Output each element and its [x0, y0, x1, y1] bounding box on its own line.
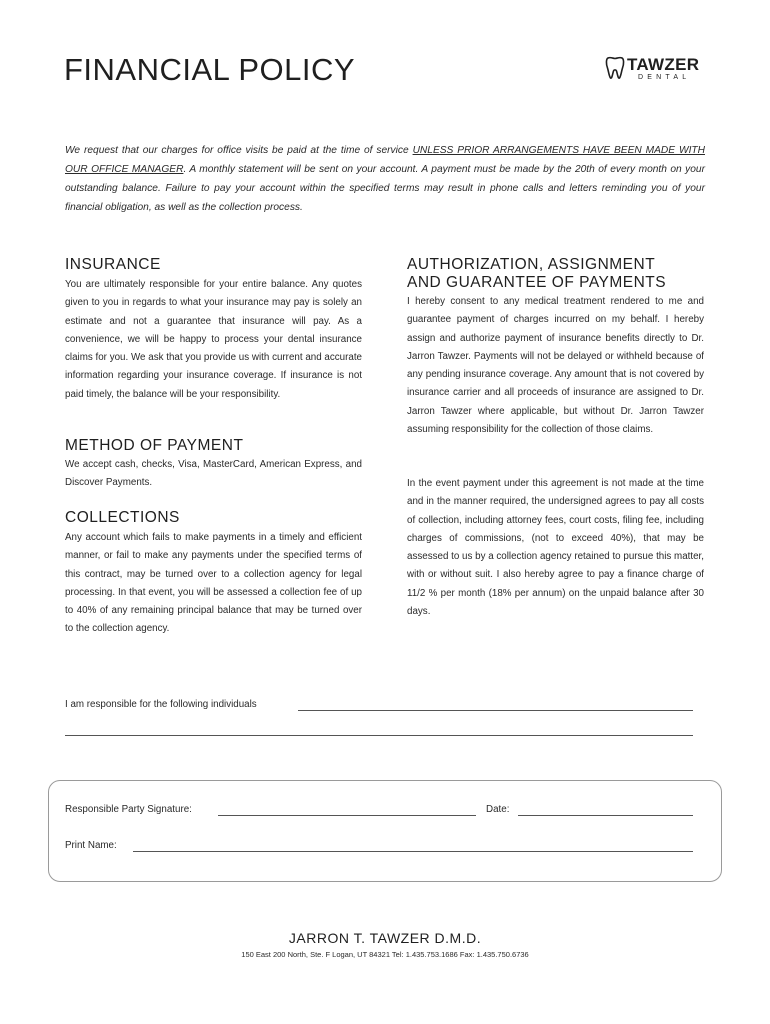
tooth-icon — [605, 56, 625, 80]
page-title: FINANCIAL POLICY — [64, 52, 356, 87]
print-name-label: Print Name: — [65, 840, 117, 851]
collections-heading: COLLECTIONS — [65, 509, 180, 526]
signature-input-line[interactable] — [218, 815, 476, 816]
footer-doctor-name: JARRON T. TAWZER D.M.D. — [288, 930, 482, 946]
responsible-input-line-2[interactable] — [65, 735, 693, 736]
intro-part1: We request that our charges for office visits be paid at the time of service — [65, 145, 413, 156]
intro-underlined: UNLESS PRIOR ARRANGEMENTS HAVE BEEN MADE WITH OUR OFFICE MANAGER — [65, 145, 705, 175]
payment-heading: METHOD OF PAYMENT — [65, 437, 244, 454]
signature-label: Responsible Party Signature: — [65, 804, 192, 815]
date-input-line[interactable] — [518, 815, 693, 816]
authorization-heading-line2: AND GUARANTEE OF PAYMENTS — [407, 274, 667, 291]
date-label: Date: — [486, 804, 510, 815]
insurance-body: You are ultimately responsible for your entire balance. Any quotes given to you in regards to what your insurance may pay is solely an estimate and not a guarantee that insurance will pay. As a convenience, we will be happy to process your dental insurance claims for you. We ask that you provide us with current and accurate information regarding your insurance coverage. If insurance is not paid timely, the balance will be your responsibility. — [65, 279, 362, 400]
payment-body: We accept cash, checks, Visa, MasterCard, American Express, and Discover Payments. — [65, 459, 362, 489]
collections-body: Any account which fails to make payments in a timely and efficient manner, or fail to make any payments under the specified terms of this contract, may be turned over to a collection agency for legal processing. In that event, you will be assessed a collection fee of up to 40% of any remaining principal balance that may be turned over to the collection agency. — [65, 532, 362, 635]
authorization-heading-line1: AUTHORIZATION, ASSIGNMENT — [407, 256, 656, 273]
logo-word: TAWZER — [627, 55, 700, 74]
authorization-para1: I hereby consent to any medical treatment rendered to me and guarantee payment of charges incurred on my behalf. I hereby assign and authorize payment of insurance benefits directly to Dr. Jarron Tawzer. Payments will not be delayed or withheld because of any pending insurance coverage. Any amount that is not covered by insurance carrier and all proceeds of insurance are assigned to Dr. Jarron Tawzer where applicable, but without Dr. Jarron Tawzer assuming responsibility for the collection of those claims. — [407, 296, 704, 436]
footer-address: 150 East 200 North, Ste. F Logan, UT 84321 Tel: 1.435.753.1686 Fax: 1.435.750.6736 — [241, 950, 529, 959]
intro-part2: . A monthly statement will be sent on your account. A payment must be made by the 20th of every month on your outstanding balance. Failure to pay your account within the specified terms may result in phone calls and letters reminding you of your financial obligation, as well as the collection process. — [65, 164, 705, 213]
intro-paragraph — [65, 141, 705, 217]
responsible-label: I am responsible for the following individuals — [65, 699, 257, 710]
logo-sub: DENTAL — [638, 74, 691, 81]
authorization-para2: In the event payment under this agreement is not made at the time and in the manner required, the undersigned agrees to pay all costs of collection, including attorney fees, court costs, filing fee, including charges of commissions, (not to exceed 40%), that may be assessed to us by a collection agency retained to pursue this matter, with or without suit. I also hereby agree to pay a finance charge of 11/2 % per month (18% per annum) on the unpaid balance after 30 days. — [407, 478, 704, 618]
signature-box — [48, 780, 722, 882]
tawzer-dental-logo — [605, 55, 715, 83]
insurance-heading: INSURANCE — [65, 256, 161, 273]
responsible-input-line-1[interactable] — [298, 710, 693, 711]
print-name-input-line[interactable] — [133, 851, 693, 852]
